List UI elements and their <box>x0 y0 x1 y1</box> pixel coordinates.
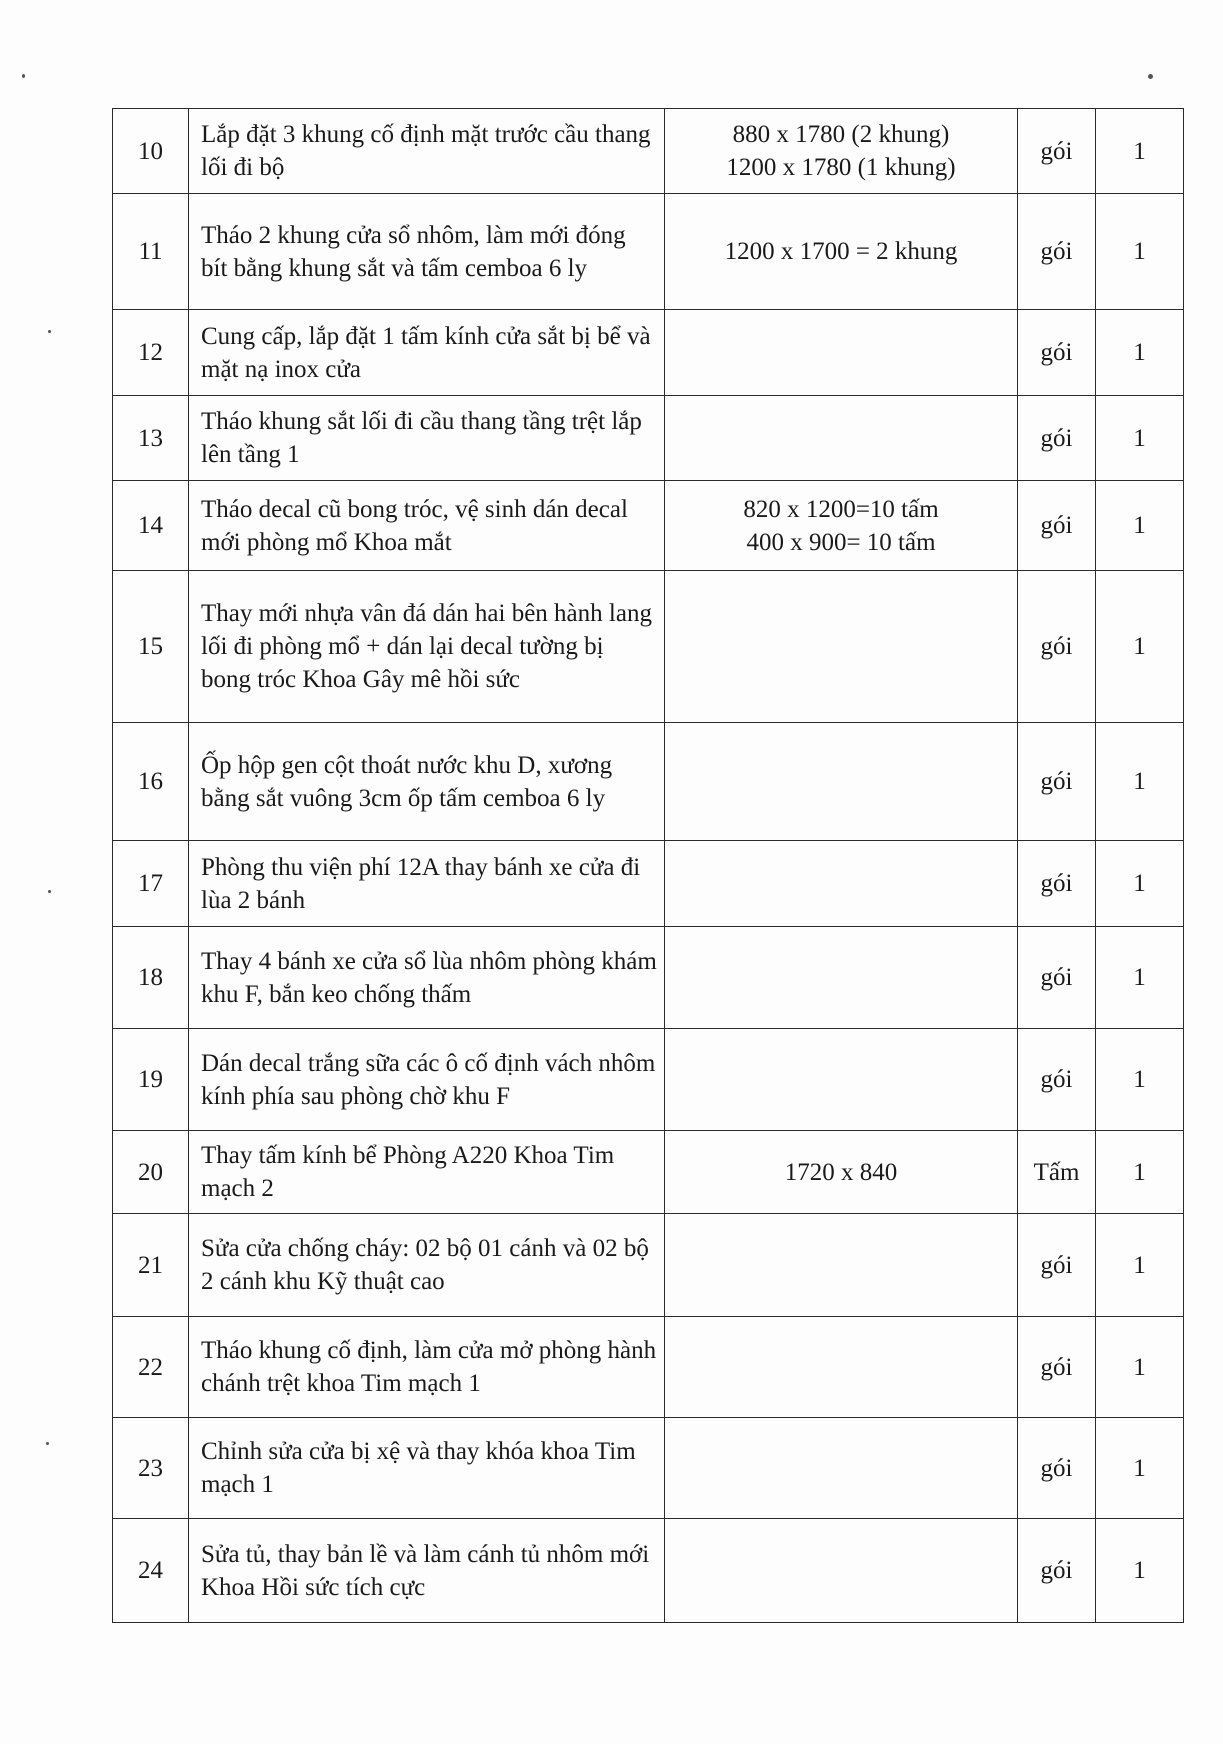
row-number: 23 <box>113 1418 189 1519</box>
work-description: Sửa tủ, thay bản lề và làm cánh tủ nhôm mới Khoa Hồi sức tích cực <box>189 1519 665 1623</box>
dimensions-cell <box>665 194 1018 310</box>
work-description: Thay 4 bánh xe cửa sổ lùa nhôm phòng khám khu F, bắn keo chống thấm <box>189 927 665 1029</box>
row-number: 16 <box>113 723 189 841</box>
row-number: 19 <box>113 1029 189 1131</box>
work-description: Sửa cửa chống cháy: 02 bộ 01 cánh và 02 bộ 2 cánh khu Kỹ thuật cao <box>189 1214 665 1317</box>
dimension-line: 1720 x 840 <box>784 1158 898 1186</box>
dimensions-cell <box>665 1214 1018 1317</box>
table-row <box>113 1418 1184 1519</box>
table-row <box>113 194 1184 310</box>
dimensions-cell <box>665 1131 1018 1214</box>
work-items-table <box>112 108 1184 1623</box>
dimensions-cell <box>665 723 1018 841</box>
quantity-cell: 1 <box>1096 1317 1184 1418</box>
unit-cell: gói <box>1018 396 1096 481</box>
scan-speck <box>1148 74 1153 79</box>
quantity-cell: 1 <box>1096 1214 1184 1317</box>
quantity-cell: 1 <box>1096 927 1184 1029</box>
table-row <box>113 1029 1184 1131</box>
table-row <box>113 481 1184 571</box>
table-body <box>113 109 1184 1623</box>
unit-cell: gói <box>1018 1519 1096 1623</box>
unit-cell: gói <box>1018 481 1096 571</box>
work-description: Dán decal trắng sữa các ô cố định vách nhôm kính phía sau phòng chờ khu F <box>189 1029 665 1131</box>
scan-speck <box>46 1442 49 1445</box>
dimension-line: 820 x 1200=10 tấm <box>743 495 939 523</box>
unit-cell: gói <box>1018 1214 1096 1317</box>
table-row <box>113 571 1184 723</box>
row-number: 24 <box>113 1519 189 1623</box>
work-description: Thay mới nhựa vân đá dán hai bên hành lang lối đi phòng mổ + dán lại decal tường bị bong tróc Khoa Gây mê hồi sức <box>189 571 665 723</box>
row-number: 15 <box>113 571 189 723</box>
row-number: 21 <box>113 1214 189 1317</box>
work-description: Tháo 2 khung cửa sổ nhôm, làm mới đóng bít bằng khung sắt và tấm cemboa 6 ly <box>189 194 665 310</box>
dimensions-cell <box>665 481 1018 571</box>
work-description: Phòng thu viện phí 12A thay bánh xe cửa đi lùa 2 bánh <box>189 841 665 927</box>
quantity-cell: 1 <box>1096 571 1184 723</box>
table-row <box>113 1519 1184 1623</box>
dimension-line: 1200 x 1780 (1 khung) <box>726 154 956 181</box>
scan-speck <box>48 890 51 893</box>
unit-cell: gói <box>1018 1418 1096 1519</box>
unit-cell: gói <box>1018 109 1096 194</box>
quantity-cell: 1 <box>1096 1131 1184 1214</box>
dimensions-cell <box>665 927 1018 1029</box>
quantity-cell: 1 <box>1096 310 1184 396</box>
dimensions-cell <box>665 396 1018 481</box>
table-row <box>113 109 1184 194</box>
unit-cell: gói <box>1018 310 1096 396</box>
dimensions-cell <box>665 1317 1018 1418</box>
table-row <box>113 1317 1184 1418</box>
table-row <box>113 1131 1184 1214</box>
row-number: 17 <box>113 841 189 927</box>
dimensions-cell <box>665 1519 1018 1623</box>
table-row <box>113 841 1184 927</box>
unit-cell: gói <box>1018 1317 1096 1418</box>
dimensions-cell <box>665 109 1018 194</box>
row-number: 14 <box>113 481 189 571</box>
quantity-cell: 1 <box>1096 481 1184 571</box>
work-description: Tháo khung cố định, làm cửa mở phòng hành chánh trệt khoa Tim mạch 1 <box>189 1317 665 1418</box>
row-number: 13 <box>113 396 189 481</box>
work-description: Tháo decal cũ bong tróc, vệ sinh dán decal mới phòng mổ Khoa mắt <box>189 481 665 571</box>
table-row <box>113 723 1184 841</box>
dimension-line: 400 x 900= 10 tấm <box>746 528 936 556</box>
scan-speck <box>22 74 25 78</box>
quantity-cell: 1 <box>1096 396 1184 481</box>
dimensions-cell <box>665 1029 1018 1131</box>
quantity-cell: 1 <box>1096 109 1184 194</box>
dimensions-cell <box>665 1418 1018 1519</box>
work-description: Ốp hộp gen cột thoát nước khu D, xương bằng sắt vuông 3cm ốp tấm cemboa 6 ly <box>189 723 665 841</box>
quantity-cell: 1 <box>1096 723 1184 841</box>
quantity-cell: 1 <box>1096 1519 1184 1623</box>
dimensions-cell <box>665 310 1018 396</box>
scan-speck <box>48 330 51 333</box>
quantity-cell: 1 <box>1096 1418 1184 1519</box>
unit-cell: gói <box>1018 194 1096 310</box>
table-row <box>113 310 1184 396</box>
table-row <box>113 396 1184 481</box>
dimensions-cell <box>665 841 1018 927</box>
row-number: 10 <box>113 109 189 194</box>
dimension-line: 1200 x 1700 = 2 khung <box>724 238 958 265</box>
row-number: 12 <box>113 310 189 396</box>
row-number: 22 <box>113 1317 189 1418</box>
table-row <box>113 1214 1184 1317</box>
dimension-line: 880 x 1780 (2 khung) <box>732 121 950 148</box>
work-description: Cung cấp, lắp đặt 1 tấm kính cửa sắt bị bể và mặt nạ inox cửa <box>189 310 665 396</box>
work-description: Chỉnh sửa cửa bị xệ và thay khóa khoa Tim mạch 1 <box>189 1418 665 1519</box>
unit-cell: gói <box>1018 927 1096 1029</box>
unit-cell: Tấm <box>1018 1131 1096 1214</box>
work-description: Lắp đặt 3 khung cố định mặt trước cầu thang lối đi bộ <box>189 109 665 194</box>
dimensions-cell <box>665 571 1018 723</box>
work-description: Thay tấm kính bể Phòng A220 Khoa Tim mạch 2 <box>189 1131 665 1214</box>
unit-cell: gói <box>1018 1029 1096 1131</box>
quantity-cell: 1 <box>1096 1029 1184 1131</box>
row-number: 18 <box>113 927 189 1029</box>
unit-cell: gói <box>1018 723 1096 841</box>
work-description: Tháo khung sắt lối đi cầu thang tầng trệt lắp lên tầng 1 <box>189 396 665 481</box>
unit-cell: gói <box>1018 841 1096 927</box>
row-number: 20 <box>113 1131 189 1214</box>
table-row <box>113 927 1184 1029</box>
row-number: 11 <box>113 194 189 310</box>
unit-cell: gói <box>1018 571 1096 723</box>
quantity-cell: 1 <box>1096 841 1184 927</box>
quantity-cell: 1 <box>1096 194 1184 310</box>
